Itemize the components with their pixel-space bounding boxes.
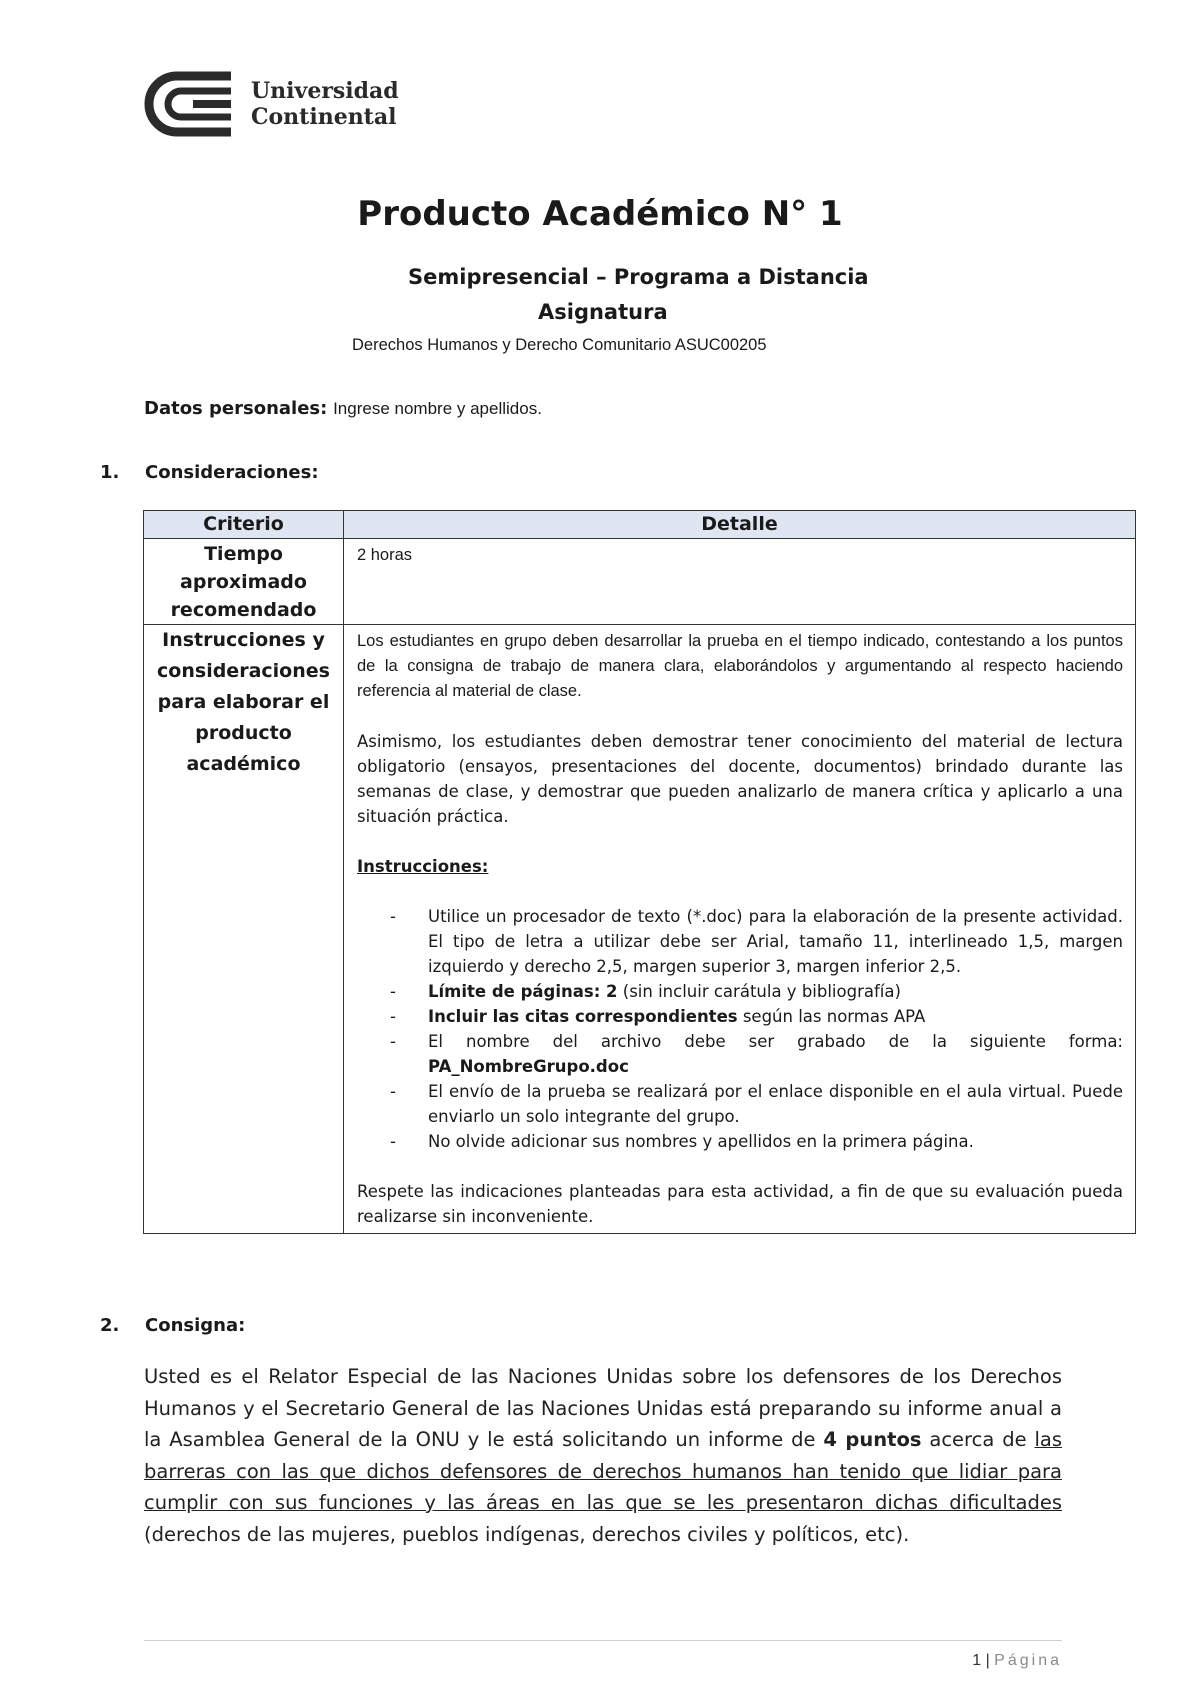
section-2-number: 2.: [100, 1315, 120, 1336]
personal-data-value: Ingrese nombre y apellidos.: [333, 399, 542, 418]
subject-label: Asignatura: [538, 300, 668, 324]
section-2-title: Consigna:: [145, 1315, 246, 1336]
footer-divider: [144, 1640, 1062, 1641]
footer-separator: |: [985, 1652, 990, 1669]
university-logo-icon: [143, 70, 235, 138]
table-header-row: [144, 511, 1136, 539]
course-name: Derechos Humanos y Derecho Comunitario ASUC00205: [352, 336, 767, 354]
instructions-list: [357, 904, 1123, 1154]
instructions-title: Instrucciones:: [357, 857, 489, 876]
personal-data-label: Datos personales:: [144, 398, 328, 419]
header-criterio: Criterio: [144, 511, 344, 539]
list-item: - No olvide adicionar sus nombres y apellidos en la primera página.: [357, 1129, 1123, 1154]
detail-paragraph-2: Asimismo, los estudiantes deben demostrar tener conocimiento del material de lectura obligatorio (ensayos, presentaciones del docente, documentos) brindado durante las semanas de clase, y demostrar que pueden analizarlo de manera crítica y aplicarlo a una situación práctica.: [357, 732, 1123, 826]
modality-subtitle: Semipresencial – Programa a Distancia: [408, 265, 869, 289]
page-number: 1: [972, 1652, 982, 1669]
page-word: Página: [994, 1652, 1062, 1669]
logo-line-2: Continental: [251, 104, 397, 130]
personal-data: [144, 398, 542, 419]
document-title: Producto Académico N° 1: [357, 194, 843, 234]
section-1-title: Consideraciones:: [145, 462, 319, 483]
section-1-heading: [100, 462, 319, 483]
list-item: - El envío de la prueba se realizará por el enlace disponible en el aula virtual. Puede enviarlo un solo integrante del grupo.: [357, 1079, 1123, 1129]
consigna-underlined: las barreras con las que dichos defensores de derechos humanos han tenido que lidiar para cumplir con sus funciones y las áreas en las que se les presentaron dichas dificultades: [144, 1428, 1063, 1514]
list-item: - Incluir las citas correspondientes según las normas APA: [357, 1004, 1123, 1029]
detalle-tiempo: 2 horas: [344, 539, 1136, 625]
list-item: - El nombre del archivo debe ser grabado de la siguiente forma: PA_NombreGrupo.doc: [357, 1029, 1123, 1079]
detalle-instrucciones: [344, 625, 1136, 1234]
criteria-table: [143, 510, 1136, 1234]
section-1-number: 1.: [100, 462, 120, 483]
consigna-paragraph: Usted es el Relator Especial de las Naciones Unidas sobre los defensores de los Derechos Humanos y el Secretario General de las Naciones Unidas está preparando su informe anual a la Asamblea General de la ONU y le está solicitando un informe de 4 puntos acerca de las barreras con las que dichos defensores de derechos humanos han tenido que lidiar para cumplir con sus funciones y las áreas en las que se les presentaron dichas dificultades (derechos de las mujeres, pueblos indígenas, derechos civiles y políticos, etc).: [144, 1365, 1063, 1546]
section-2-heading: [100, 1315, 245, 1336]
table-row: [144, 625, 1136, 1234]
list-item: - Límite de páginas: 2 (sin incluir carátula y bibliografía): [357, 979, 1123, 1004]
header-detalle: Detalle: [344, 511, 1136, 539]
page-footer: [972, 1652, 1062, 1670]
detail-paragraph-1: Los estudiantes en grupo deben desarrollar la prueba en el tiempo indicado, contestando a los puntos de la consigna de trabajo de manera clara, elaborándolos y argumentando al respecto haciendo referencia al material de clase.: [357, 632, 1123, 700]
list-item: - Utilice un procesador de texto (*.doc) para la elaboración de la presente actividad. El tipo de letra a utilizar debe ser Arial, tamaño 11, interlineado 1,5, margen izquierdo y derecho 2,5, margen superior 3, margen inferior 2,5.: [357, 904, 1123, 979]
criterio-tiempo: Tiempo aproximado recomendado: [144, 539, 344, 625]
table-row: [144, 539, 1136, 625]
logo-line-1: Universidad: [251, 78, 399, 104]
university-name: [251, 78, 399, 130]
criterio-instrucciones: Instrucciones y consideraciones para elaborar el producto académico: [144, 625, 344, 1234]
university-logo: [143, 70, 399, 138]
closing-paragraph: Respete las indicaciones planteadas para esta actividad, a fin de que su evaluación pueda realizarse sin inconveniente.: [357, 1182, 1123, 1226]
